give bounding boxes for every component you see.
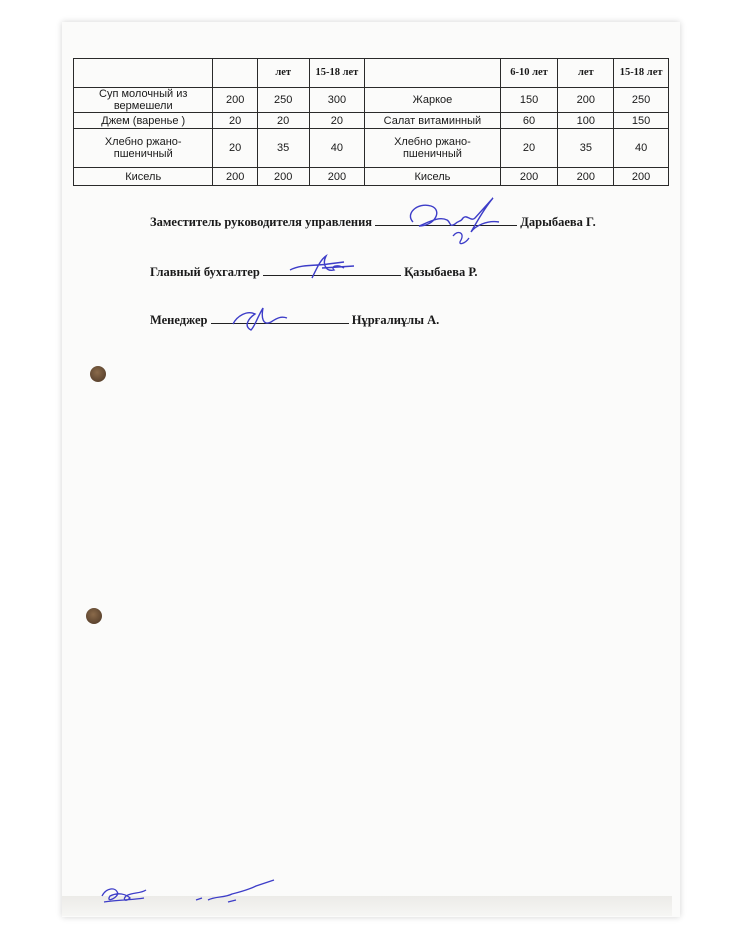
table-header-row	[74, 59, 669, 88]
header-cell: лет	[558, 59, 614, 88]
accountant-title: Главный бухгалтер	[150, 265, 260, 279]
deputy-title: Заместитель руководителя управления	[150, 215, 373, 229]
header-cell: 15-18 лет	[309, 59, 365, 88]
table-cell: Джем (варенье )	[74, 113, 213, 129]
table-cell: 200	[614, 168, 669, 186]
table-cell: Хлебно ржано-пшеничный	[74, 129, 213, 168]
accountant-name: Қазыбаева Р.	[404, 265, 478, 279]
initials-mark	[96, 878, 156, 910]
punch-hole	[86, 608, 102, 624]
initials-mark	[192, 878, 282, 908]
table-cell: Кисель	[365, 168, 500, 186]
table-cell: 300	[309, 88, 365, 113]
table-cell: 150	[614, 113, 669, 129]
header-cell: 6-10 лет	[500, 59, 558, 88]
table-cell: 40	[309, 129, 365, 168]
header-cell	[74, 59, 213, 88]
table-cell: 20	[500, 129, 558, 168]
table-cell: Кисель	[74, 168, 213, 186]
table-row	[74, 88, 669, 113]
table-cell: 200	[558, 88, 614, 113]
table-cell: Хлебно ржано-пшеничный	[365, 129, 500, 168]
header-cell: 15-18 лет	[614, 59, 669, 88]
table-row	[74, 129, 669, 168]
table-cell: 200	[309, 168, 365, 186]
table-cell: Салат витаминный	[365, 113, 500, 129]
table-cell: 200	[213, 168, 257, 186]
table-cell: 100	[558, 113, 614, 129]
table-row	[74, 113, 669, 129]
deputy-signature-mark	[395, 192, 515, 252]
table-cell: 35	[257, 129, 309, 168]
header-cell	[213, 59, 257, 88]
table-cell: 20	[309, 113, 365, 129]
table-cell: 200	[558, 168, 614, 186]
table-cell: 250	[257, 88, 309, 113]
menu-table	[73, 58, 669, 186]
manager-name: Нұрғалиұлы А.	[351, 313, 440, 327]
manager-signature-mark	[225, 300, 295, 336]
deputy-signature-line	[150, 214, 596, 230]
table-cell: 40	[614, 129, 669, 168]
table-cell: 250	[614, 88, 669, 113]
accountant-signature-mark	[282, 250, 372, 284]
punch-hole	[90, 366, 106, 382]
header-cell	[365, 59, 500, 88]
table-cell: Жаркое	[365, 88, 500, 113]
table-cell: 20	[213, 113, 257, 129]
manager-title: Менеджер	[150, 313, 208, 327]
table-cell: 200	[257, 168, 309, 186]
table-cell: 200	[213, 88, 257, 113]
table-cell: Суп молочный из вермешели	[74, 88, 213, 113]
table-cell: 35	[558, 129, 614, 168]
deputy-name: Дарыбаева Г.	[520, 215, 596, 229]
table-cell: 20	[213, 129, 257, 168]
table-cell: 60	[500, 113, 558, 129]
table-cell: 20	[257, 113, 309, 129]
table-cell: 150	[500, 88, 558, 113]
table-row	[74, 168, 669, 186]
table-cell: 200	[500, 168, 558, 186]
header-cell: лет	[257, 59, 309, 88]
